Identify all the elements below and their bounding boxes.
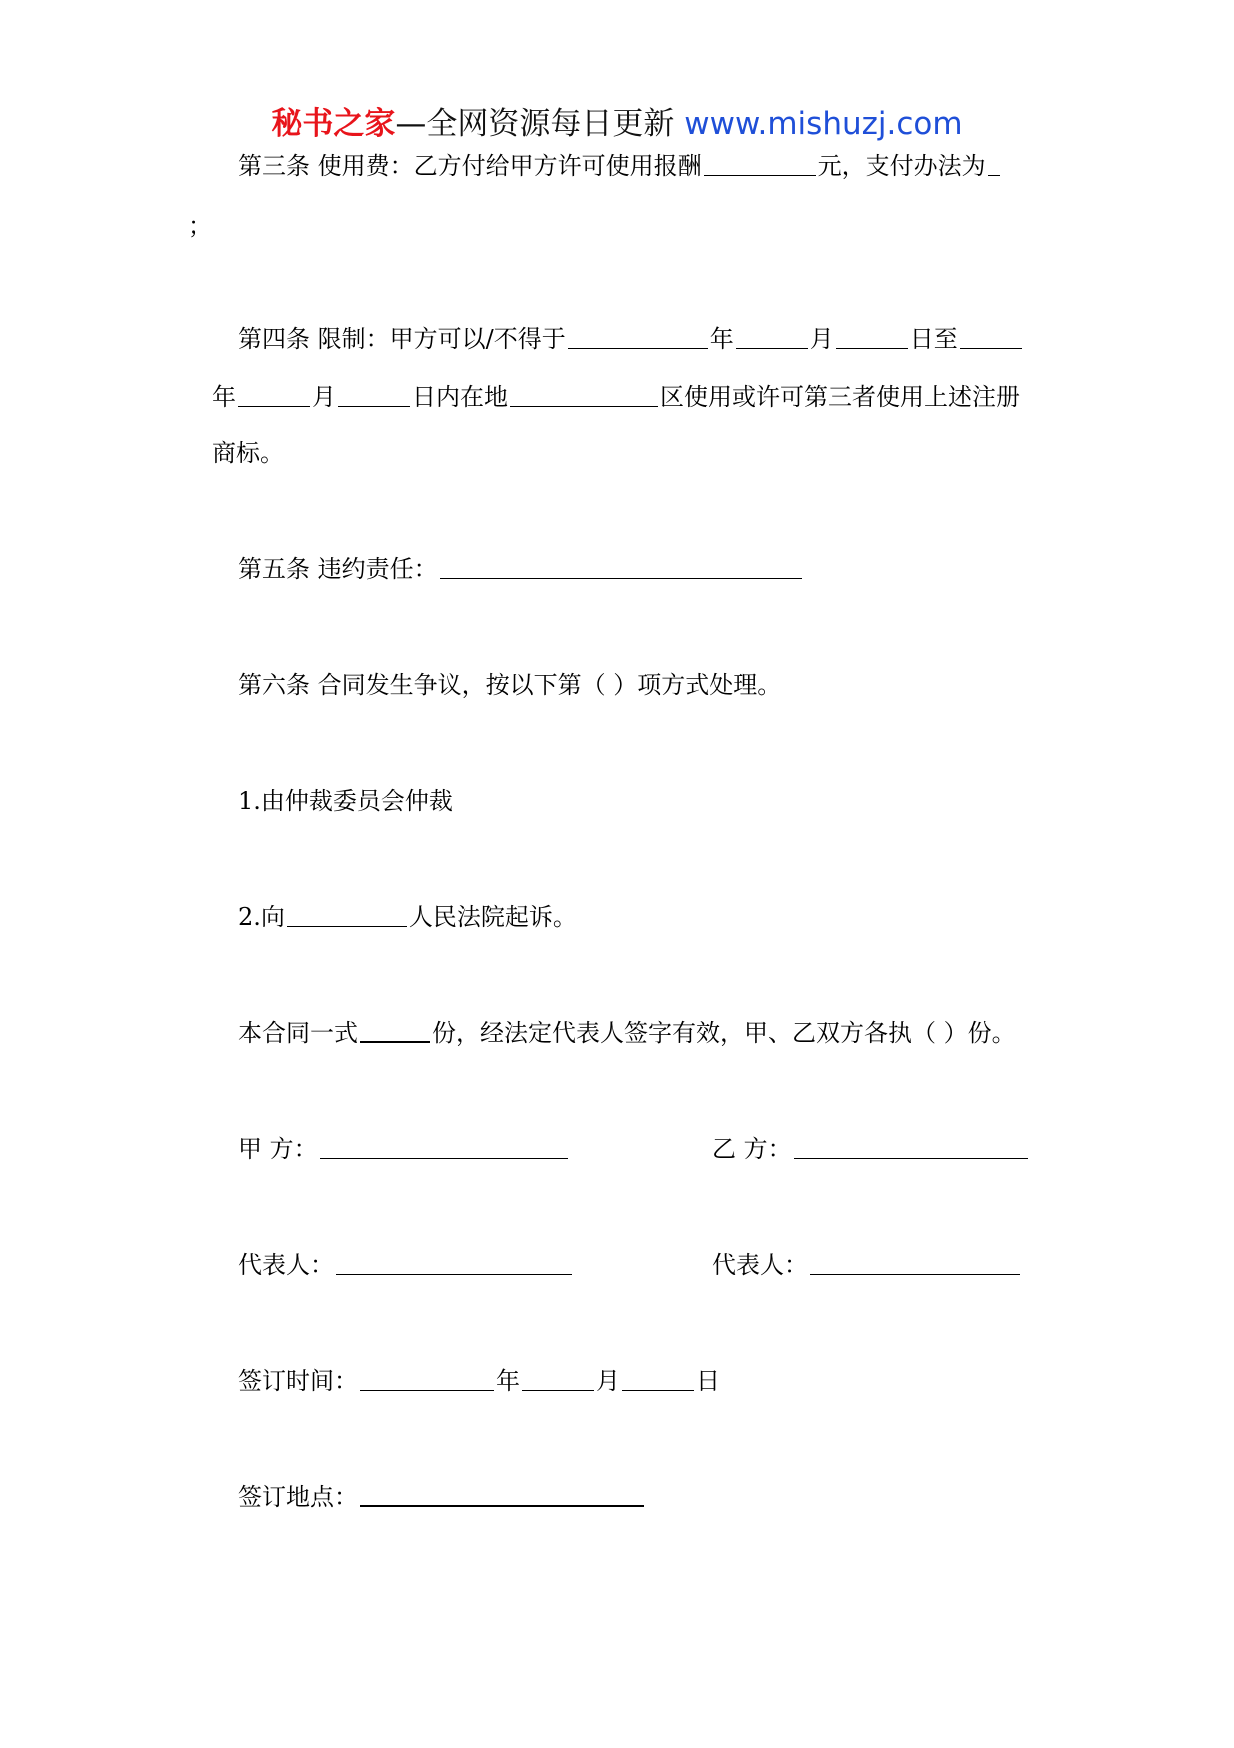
breach-liability-blank[interactable] [440,554,802,579]
sign-day-blank[interactable] [622,1366,694,1391]
copies-count-blank[interactable] [360,1017,430,1043]
rep-b-line: 代表人： [712,1249,1022,1281]
start-year-blank[interactable] [568,324,708,349]
sign-place-line: 签订地点： [238,1481,646,1513]
rep-b-blank[interactable] [810,1250,1020,1275]
header-url[interactable]: www.mishuzj.com [684,106,963,142]
rep-a-line: 代表人： [238,1249,574,1281]
fee-amount-blank[interactable] [704,151,816,176]
article-5-line: 第五条 违约责任： [238,553,804,585]
region-blank[interactable] [510,382,658,407]
copies-line: 本合同一式 份，经法定代表人签字有效，甲、乙双方各执（ ）份。 [238,1019,1016,1047]
rep-a-blank[interactable] [336,1250,572,1275]
party-a-line: 甲 方： [238,1133,570,1165]
sign-month-blank[interactable] [522,1366,594,1391]
sign-time-line: 签订时间： 年 月 日 [238,1367,720,1395]
end-year-blank-start[interactable] [960,324,1022,349]
article-3-line-2: ； [188,212,212,240]
party-b-blank[interactable] [794,1134,1028,1159]
article-4-line-1: 第四条 限制：甲方可以/不得于 年 月 日至 [238,323,1024,355]
brand-name: 秘书之家 [271,106,396,142]
article-4-line-3: 商标。 [212,439,284,467]
start-day-blank[interactable] [836,324,908,349]
party-a-blank[interactable] [320,1134,568,1159]
payment-method-blank[interactable] [988,151,1000,176]
article-3-line-1: 第三条 使用费：乙方付给甲方许可使用报酬 元，支付办法为 [238,150,1002,182]
sign-place-blank[interactable] [360,1481,644,1507]
header-slogan: —全网资源每日更新 [395,106,675,142]
party-b-line: 乙 方： [712,1133,1030,1165]
sign-year-blank[interactable] [360,1366,494,1391]
start-month-blank[interactable] [736,324,808,349]
court-name-blank[interactable] [287,902,407,927]
watermark-header [0,104,1234,144]
article-4-line-2: 年 月 日内在地 区使用或许可第三者使用上述注册 [212,383,1020,411]
end-month-blank[interactable] [238,382,310,407]
end-day-blank[interactable] [338,382,410,407]
option-1-line: 1.由仲裁委员会仲裁 [238,787,453,815]
article-6-line: 第六条 合同发生争议，按以下第（ ）项方式处理。 [238,671,782,699]
option-2-line: 2.向 人民法院起诉。 [238,903,577,931]
